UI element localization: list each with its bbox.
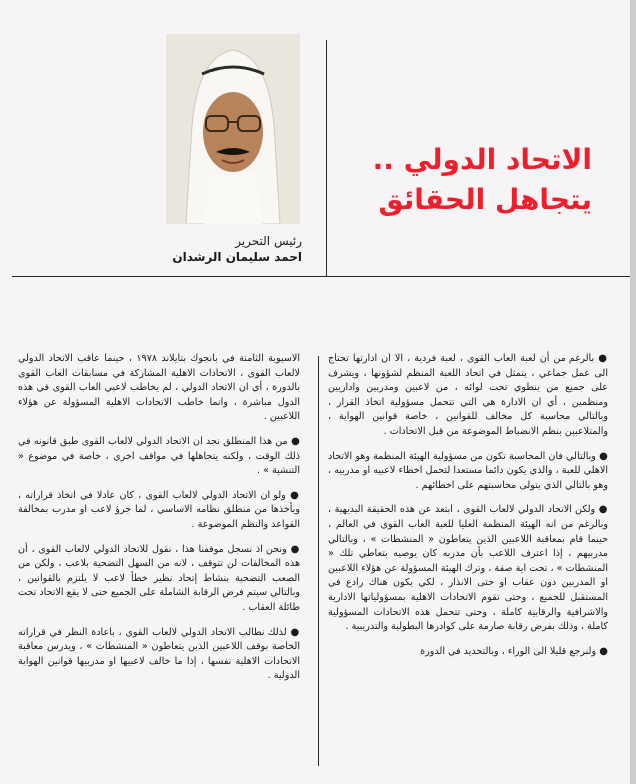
- paragraph: ● ولو ان الاتحاد الدولي لالعاب القوى ، كان عادلا في اتخاذ قراراته ، ويأخذها من منطلق نظامه الاساسي ، لما جرؤ لاعب او مدرب بمخالفة القواعد والنظم الموضوعة .: [18, 489, 300, 530]
- bullet-icon: ●: [286, 543, 300, 555]
- paragraph: ● من هذا المنطلق نجد ان الاتحاد الدولي لالعاب القوى طبق قانونه في ذلك الوقت ، ولكنه يتجاهلها في مواقف اخرى ، خاصة في موضوع « التنشية » .: [18, 435, 300, 477]
- bullet-icon: ●: [287, 435, 300, 447]
- horizontal-rule: [12, 276, 634, 277]
- vertical-rule-top: [326, 40, 327, 276]
- right-text-column: [328, 352, 608, 669]
- paragraph: الاسيوية الثامنة في بانجوك بتايلاند ١٩٧٨ ، حينما عاقب الاتحاد الدولي لالعاب القوى ، الاتحادات الاهلية المشاركة في مسابقات العاب القوى بالدورة ، أي ان الاتحاد الدولي ، لم يخاطب لاعبي العاب القوى في هذه الدول مباشرة ، وانما خاطب الاتحادات الاهلية المسؤولة عن هؤلاء اللاعبين .: [18, 353, 300, 423]
- caption-name: احمد سليمان الرشدان: [172, 250, 302, 264]
- headline-line-2: يتجاهل الحقائق: [378, 183, 592, 216]
- paragraph: ● وبالتالي فان المحاسبة تكون من مسؤولية الهيئة المنظمة وهو الاتحاد الاهلي للعبة ، والذي يكون دائما مستعدا لتحمل اخطاء لاعبيه او مدربيه ، وهو بالتالي الذي يتولى محاسبتهم على اخطائهم .: [328, 450, 608, 491]
- paragraph: ● ولكن الاتحاد الدولي لالعاب القوى ، ابتعد عن هذه الحقيقة البديهية ، وبالرغم من انه الهيئة المنظمة العليا للعبة العاب القوى في العالم ، حينما قام بمعاقبة اللاعبين الذين يتعاطون « المنشطات » ، وبالتالي مدربيهم ، إذا اعترف اللاعب بأن مدربه كان يوصيه بتعاطي تلك « المنشطات » ، تحت اية صفة ، وترك الهيئة المسؤولة عن هؤلاء اللاعبين او المدربين دون عقاب او حتى الانذار ، لكي يكون هناك رادع في المستقبل للجميع ، وحتى تقوم الاتحادات الاهلية بمسؤولياتها الادارية والاشرافية والرقابية كاملة ، وحتى تتحمل هذه الاتحادات المسؤولية كاملة ، وذلك بفرض رقابة صارمة على كوادرها البطولية والتدريبية .: [328, 504, 608, 633]
- bullet-icon: ●: [594, 353, 609, 364]
- article-headline: [352, 140, 592, 220]
- bullet-icon: ●: [596, 645, 608, 657]
- page-edge: [630, 0, 636, 784]
- column-divider: [318, 356, 319, 766]
- bullet-icon: ●: [286, 626, 300, 638]
- bullet-icon: ●: [595, 450, 608, 462]
- editor-portrait-photo: [166, 34, 300, 224]
- left-text-column: [18, 352, 300, 694]
- paragraph: ● ولنرجع قليلا الى الوراء ، وبالتحديد في الدورة: [420, 645, 608, 657]
- bullet-icon: ●: [595, 504, 608, 516]
- paragraph: ● بالرغم من أن لعبة العاب القوى ، لعبة فردية ، الا ان ادارتها تحتاج الى عمل جماعي ، يتمثل في اتحاد اللعبة المنظم لشؤونها ، ويشرف على جميع من ينطوي تحت لوائه ، من لاعبين ومدربين واداريين ومنظمين ، أي ان الادارة هي التي تتحمل مسؤولية اتخاذ القرار ، وبالتالي محاسبة كل مخالف للقوانين ، خاصة قوانين الهواية ، والمتلاعبين بنظم الانضباط الموضوعة من قبل الاتحادات .: [328, 353, 609, 437]
- photo-caption: [150, 233, 302, 265]
- paragraph: ● ونحن اذ نسجل موقفنا هذا ، نقول للاتحاد الدولي لالعاب القوى ، أن هذه المخالفات لن تتوقف ، لانه من السهل التضحية بلاعب ، ولكن من الصعب التضحية بنشاط إتحاد نظير خطأ لاعب لا يلتزم بالقوانين ، وبالتالي سيتم فرض الرقابة الشاملة على الجميع حتى لا يقع الاتحاد تحت طائلة العقاب .: [18, 543, 300, 613]
- bullet-icon: ●: [285, 489, 300, 501]
- caption-role: رئيس التحرير: [235, 234, 302, 248]
- headline-line-1: الاتحاد الدولي ..: [372, 143, 592, 176]
- paragraph: ● لذلك نطالب الاتحاد الدولي لالعاب القوى ، باعادة النظر في قراراته الخاصة بوقف اللاعبين الذين يتعاطون « المنشطات » ، ويدرس معاقبة الاتحادات الاهلية نفسها ، إذا ما خالف لاعبيها او مدربيها قوانين الهواية الدولية .: [18, 626, 300, 682]
